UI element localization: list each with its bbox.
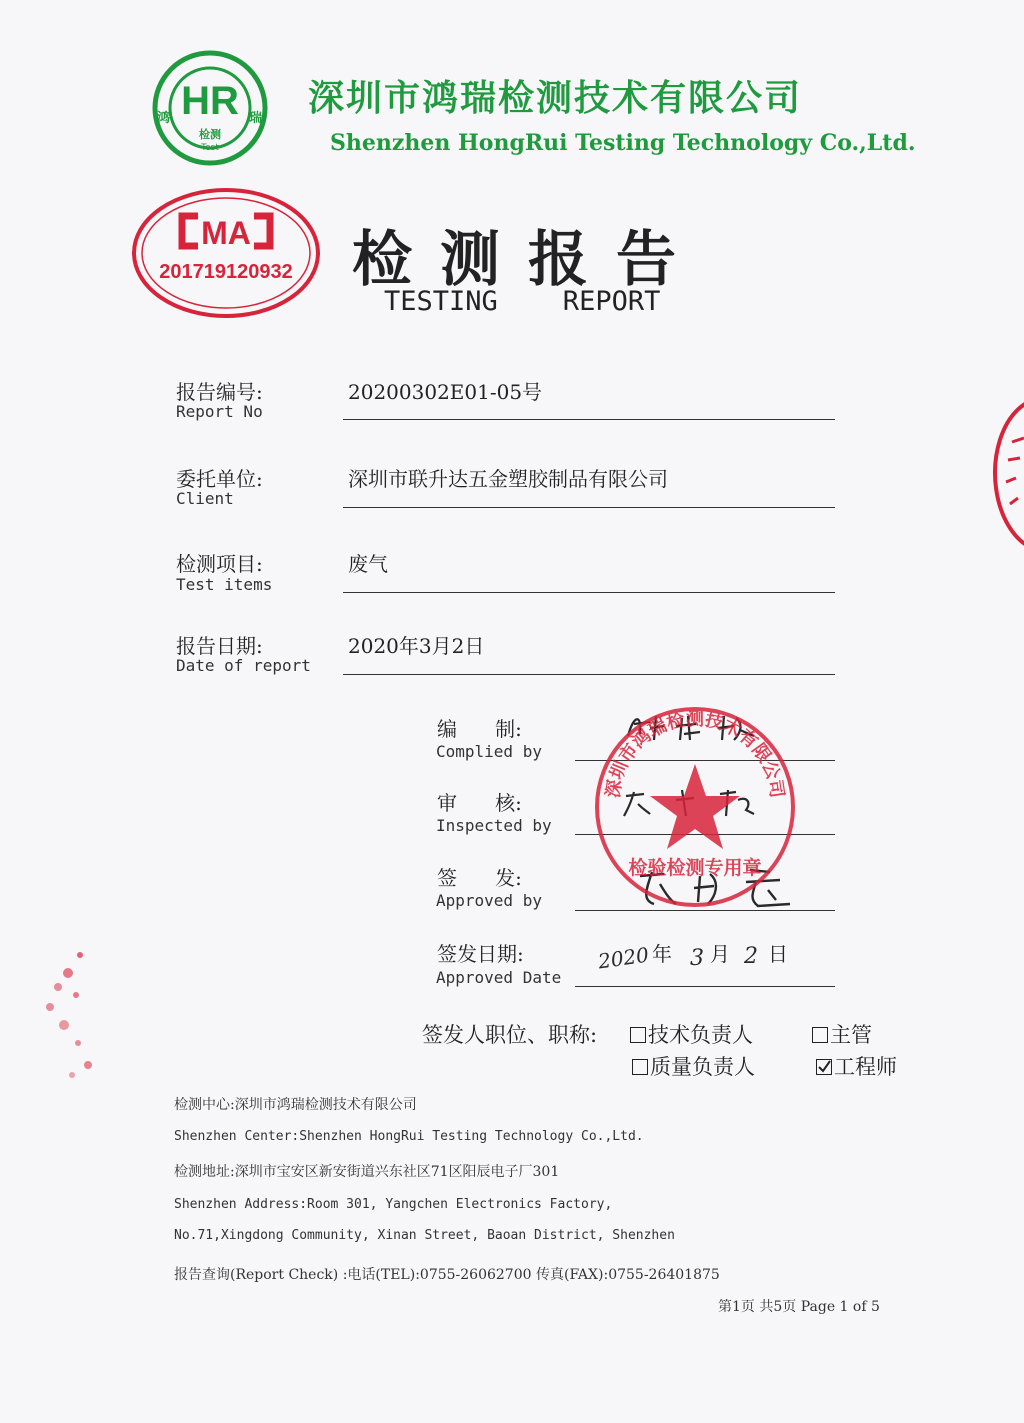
- report-no-value: 20200302E01-05号: [348, 380, 543, 404]
- checkbox-supervisor[interactable]: [812, 1027, 828, 1043]
- test-items-underline: [343, 592, 835, 593]
- checkmark-icon: [817, 1060, 831, 1074]
- date-label-en: Date of report: [176, 656, 311, 675]
- approved-date-day: 2: [744, 944, 758, 969]
- test-items-label-en: Test items: [176, 575, 273, 594]
- date-underline: [343, 674, 835, 675]
- seal-arc-text: 深圳市鸿瑞检测技术有限公司: [602, 708, 788, 800]
- option-supervisor[interactable]: [812, 1019, 872, 1049]
- checkbox-quality-lead[interactable]: [632, 1059, 648, 1075]
- footer-report-check: 报告查询(Report Check) :电话(TEL):0755-26062700 传真(FAX):0755-26401875: [174, 1267, 720, 1283]
- logo-letters: HR: [181, 79, 239, 123]
- compiled-label-cn: 编 制:: [437, 717, 522, 741]
- option-engineer[interactable]: [816, 1051, 897, 1081]
- approved-date-label-en: Approved Date: [436, 968, 562, 987]
- approved-date-year: 2020: [596, 942, 651, 974]
- approved-date-month-char: 月: [710, 942, 730, 966]
- position-label: 签发人职位、职称:: [422, 1023, 598, 1047]
- hr-logo: [145, 50, 275, 166]
- footer-address-cn: 检测地址:深圳市宝安区新安街道兴东社区71区阳辰电子厂301: [174, 1164, 560, 1180]
- cma-number: 201719120932: [159, 261, 293, 283]
- client-label-en: Client: [176, 489, 234, 508]
- compiled-label-en: Complied by: [436, 742, 542, 761]
- client-value: 深圳市联升达五金塑胶制品有限公司: [348, 467, 668, 491]
- option-supervisor-label: 主管: [830, 1023, 872, 1047]
- cma-mark: MA: [201, 215, 251, 251]
- company-name-en: Shenzhen HongRui Testing Technology Co.,Ltd.: [330, 130, 916, 156]
- date-value: 2020年3月2日: [348, 634, 485, 658]
- option-quality-lead[interactable]: [632, 1051, 755, 1081]
- approved-date-month: 3: [690, 946, 704, 971]
- report-title-en: TESTING REPORT: [384, 286, 661, 317]
- approved-date-label-cn: 签发日期:: [437, 942, 524, 966]
- ink-speckles: [28, 935, 108, 1095]
- footer-address-en-2: No.71,Xingdong Community, Xinan Street, Baoan District, Shenzhen: [174, 1228, 675, 1243]
- company-seal: [592, 704, 798, 910]
- logo-left-char: 鸿: [157, 111, 171, 126]
- option-technical-lead[interactable]: [630, 1019, 753, 1049]
- company-name-cn: 深圳市鸿瑞检测技术有限公司: [308, 78, 803, 119]
- edge-seal-fragment: [990, 398, 1024, 548]
- test-items-label-cn: 检测项目:: [176, 552, 263, 576]
- approved-date-day-char: 日: [768, 942, 788, 966]
- seal-bottom-text: 检验检测专用章: [628, 857, 762, 879]
- page-number: 第1页 共5页 Page 1 of 5: [718, 1299, 880, 1315]
- checkbox-engineer[interactable]: [816, 1059, 832, 1075]
- footer-address-en-1: Shenzhen Address:Room 301, Yangchen Electronics Factory,: [174, 1197, 613, 1212]
- footer-center-cn: 检测中心:深圳市鸿瑞检测技术有限公司: [174, 1097, 417, 1113]
- approved-date-year-char: 年: [652, 942, 672, 966]
- approved-label-en: Approved by: [436, 891, 542, 910]
- approved-date-underline: [575, 986, 835, 987]
- client-underline: [343, 507, 835, 508]
- client-label-cn: 委托单位:: [176, 467, 263, 491]
- date-label-cn: 报告日期:: [176, 634, 263, 658]
- approved-underline: [575, 910, 835, 911]
- inspected-label-cn: 审 核:: [437, 791, 522, 815]
- checkbox-technical-lead[interactable]: [630, 1027, 646, 1043]
- inspected-label-en: Inspected by: [436, 816, 552, 835]
- logo-sub-en: Test: [201, 143, 219, 153]
- footer-center-en: Shenzhen Center:Shenzhen HongRui Testing Technology Co.,Ltd.: [174, 1129, 644, 1144]
- cma-stamp: [130, 186, 322, 320]
- report-no-label-cn: 报告编号:: [176, 380, 263, 404]
- option-quality-lead-label: 质量负责人: [650, 1055, 755, 1079]
- report-no-underline: [343, 419, 835, 420]
- test-items-value: 废气: [348, 552, 388, 576]
- report-title-cn: 检测报告: [352, 225, 704, 295]
- report-no-label-en: Report No: [176, 402, 263, 421]
- approved-label-cn: 签 发:: [437, 866, 522, 890]
- option-technical-lead-label: 技术负责人: [648, 1023, 753, 1047]
- logo-sub: 检测: [199, 128, 221, 141]
- option-engineer-label: 工程师: [834, 1055, 897, 1079]
- logo-right-char: 瑞: [249, 111, 263, 126]
